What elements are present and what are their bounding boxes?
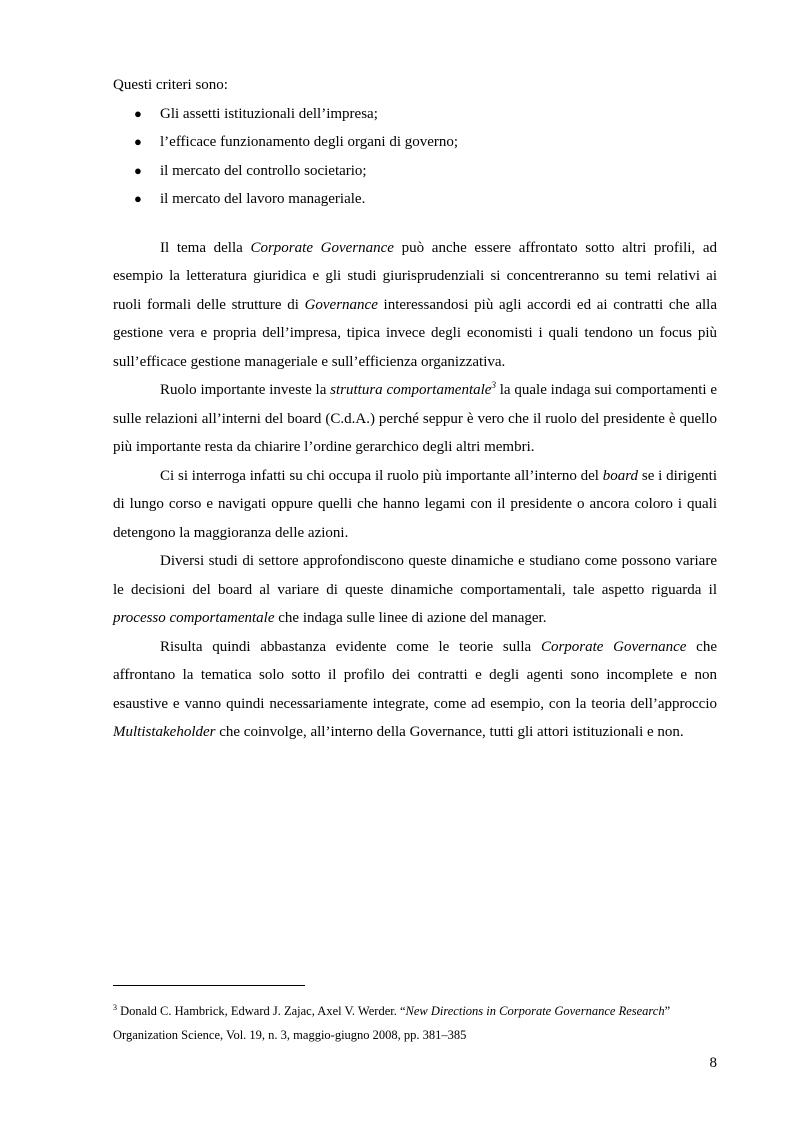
criteria-list xyxy=(113,100,717,214)
list-item xyxy=(113,185,717,214)
list-item-text: il mercato del lavoro manageriale. xyxy=(160,191,366,207)
spacer xyxy=(113,214,717,234)
list-item xyxy=(113,157,717,186)
list-item xyxy=(113,128,717,157)
paragraph-conclusion: Risulta quindi abbastanza evidente come le teorie sulla Corporate Governance che affrontano la tematica solo sotto il profilo dei contratti e degli agenti sono incomplete e non esaustive e vanno quindi necessariamente integrate, come ad esempio, con la teoria dell’approccio Multistakeholder che coinvolge, all’interno della Governance, tutti gli attori istituzionali e non. xyxy=(113,638,717,740)
intro-line: Questi criteri sono: xyxy=(113,77,228,93)
page-number: 8 xyxy=(709,1055,717,1071)
bullet-icon: ● xyxy=(134,134,142,149)
body-text xyxy=(113,71,717,747)
bullet-icon: ● xyxy=(134,105,142,121)
list-item-text: il mercato del controllo societario; xyxy=(160,162,367,179)
paragraph-behavioral-structure: Ruolo importante investe la struttura comportamentale$^3$ la quale indaga sui comportamenti e sulle relazioni all’interni del board (C.d.A.) perché seppur è vero che il ruolo del presidente è quello più importante resta da chiarire l’ordine gerarchico degli altri membri. xyxy=(113,380,717,455)
list-item xyxy=(113,100,717,129)
bullet-icon: ● xyxy=(134,162,142,178)
footnote-number: 3 xyxy=(113,1002,117,1012)
paragraph-board-roles: Ci si interroga infatti su chi occupa il ruolo più importante all’interno del board se i dirigenti di lungo corso e navigati oppure quelli che hanno legami con il presidente o ancora coloro i quali detengono la maggioranza delle azioni. xyxy=(113,467,717,541)
list-item-text: l’efficace funzionamento degli organi di governo; xyxy=(160,134,459,150)
paragraph-governance-profiles: Il tema della Corporate Governance può anche essere affrontato sotto altri profili, ad esempio la letteratura giuridica e gli studi giurisprudenziali si concentreranno su temi relativi ai ruoli formali delle strutture di Governance interessandosi più agli accordi ed ai contratti che alla gestione vera e propria dell’impresa, tipica invece degli economisti i quali tendono un focus più sull’efficace gestione manageriale e sull’efficienza organizzativa. xyxy=(113,239,717,370)
footnote-divider xyxy=(113,985,305,986)
footnote-title: New Directions in Corporate Governance Research xyxy=(405,1004,665,1018)
footnote: $^3$ Donald C. Hambrick, Edward J. Zajac, Axel V. Werder. “New Directions in Corporate Governance Research” Organization Science, Vol. 19, n. 3, maggio-giugno 2008, pp. 381–385 xyxy=(113,1002,671,1042)
list-item-text: Gli assetti istituzionali dell’impresa; xyxy=(160,105,378,122)
bullet-icon: ● xyxy=(134,191,142,206)
footnote-reference[interactable]: 3 xyxy=(491,380,496,390)
paragraph-behavioral-process: Diversi studi di settore approfondiscono queste dinamiche e studiano come possono variare le decisioni del board al variare di queste dinamiche comportamentali, tale aspetto riguarda il processo comportamentale che indaga sulle linee di azione del manager. xyxy=(113,553,717,626)
